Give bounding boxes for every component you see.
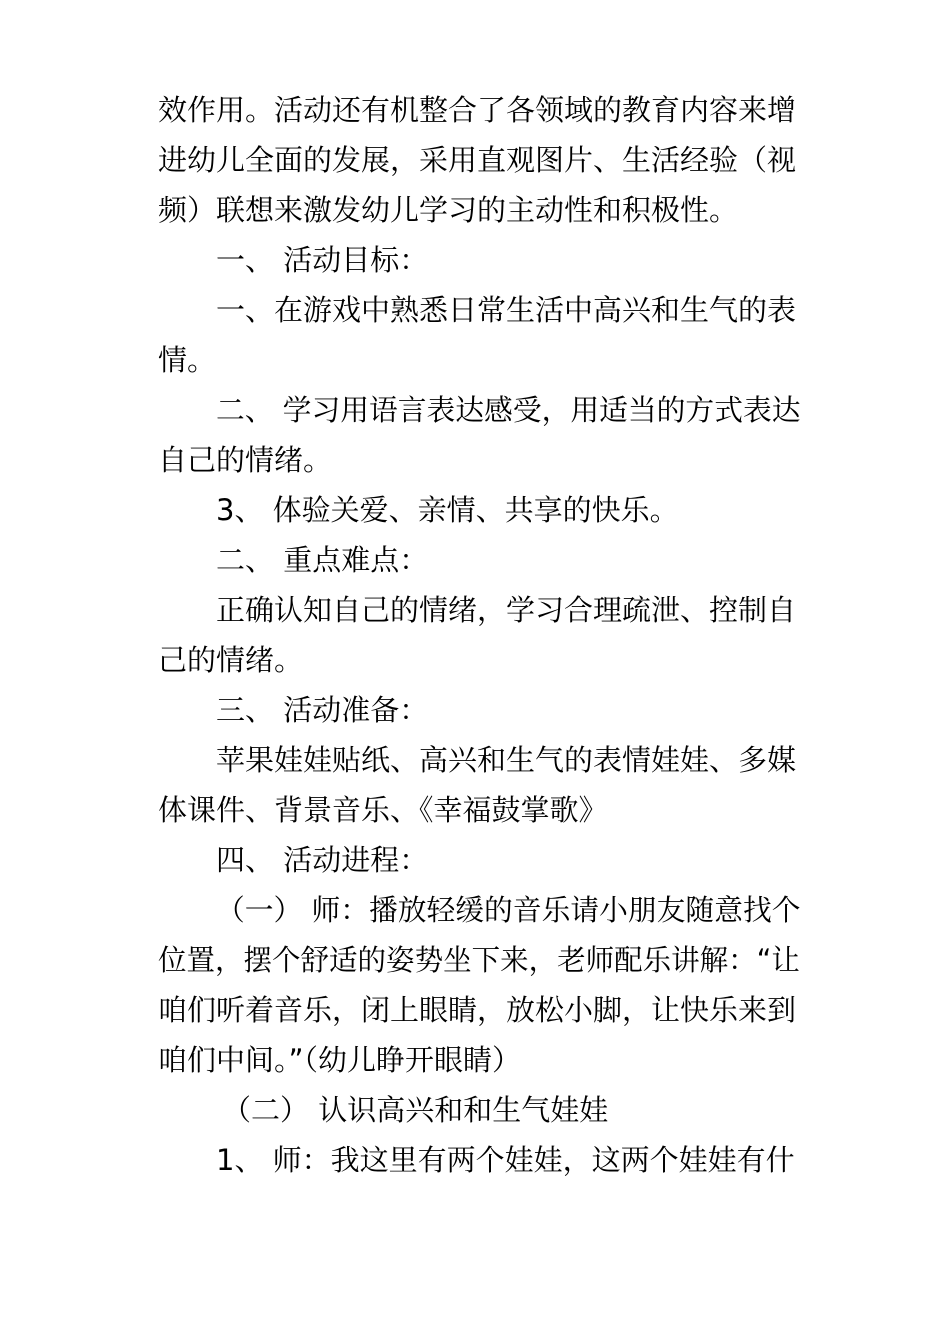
section-heading: 四、 活动进程： bbox=[216, 843, 429, 877]
text-line: 自己的情绪。 bbox=[158, 443, 333, 477]
text-line: （二） 认识高兴和和生气娃娃 bbox=[222, 1093, 609, 1127]
text-line: 频）联想来激发幼儿学习的主动性和积极性。 bbox=[158, 193, 739, 227]
text-line: 位置，摆个舒适的姿势坐下来，老师配乐讲解：“让 bbox=[158, 943, 800, 977]
text-line: 一、在游戏中熟悉日常生活中高兴和生气的表 bbox=[216, 293, 797, 327]
section-heading: 二、 重点难点： bbox=[216, 543, 429, 577]
text-line: 体课件、背景音乐、《幸福鼓掌歌》 bbox=[158, 793, 608, 827]
text-line: 己的情绪。 bbox=[158, 643, 304, 677]
text-line: 咱们听着音乐，闭上眼睛，放松小脚，让快乐来到 bbox=[158, 993, 797, 1027]
text-line: （一） 师：播放轻缓的音乐请小朋友随意找个 bbox=[216, 893, 801, 927]
text-line: 进幼儿全面的发展，采用直观图片、生活经验（视 bbox=[158, 143, 797, 177]
text-line: 情。 bbox=[158, 343, 217, 377]
section-heading: 三、 活动准备： bbox=[216, 693, 429, 727]
text-line: 效作用。活动还有机整合了各领域的教育内容来增 bbox=[158, 93, 797, 127]
text-line: 咱们中间。”（幼儿睁开眼睛） bbox=[158, 1043, 522, 1077]
text-line: 1、 师：我这里有两个娃娃，这两个娃娃有什 bbox=[216, 1143, 795, 1177]
text-line: 二、 学习用语言表达感受，用适当的方式表达 bbox=[216, 393, 801, 427]
text-line: 苹果娃娃贴纸、高兴和生气的表情娃娃、多媒 bbox=[216, 743, 797, 777]
text-line: 正确认知自己的情绪，学习合理疏泄、控制自 bbox=[216, 593, 797, 627]
section-heading: 一、 活动目标： bbox=[216, 243, 429, 277]
text-line: 3、 体验关爱、亲情、共享的快乐。 bbox=[216, 493, 679, 527]
